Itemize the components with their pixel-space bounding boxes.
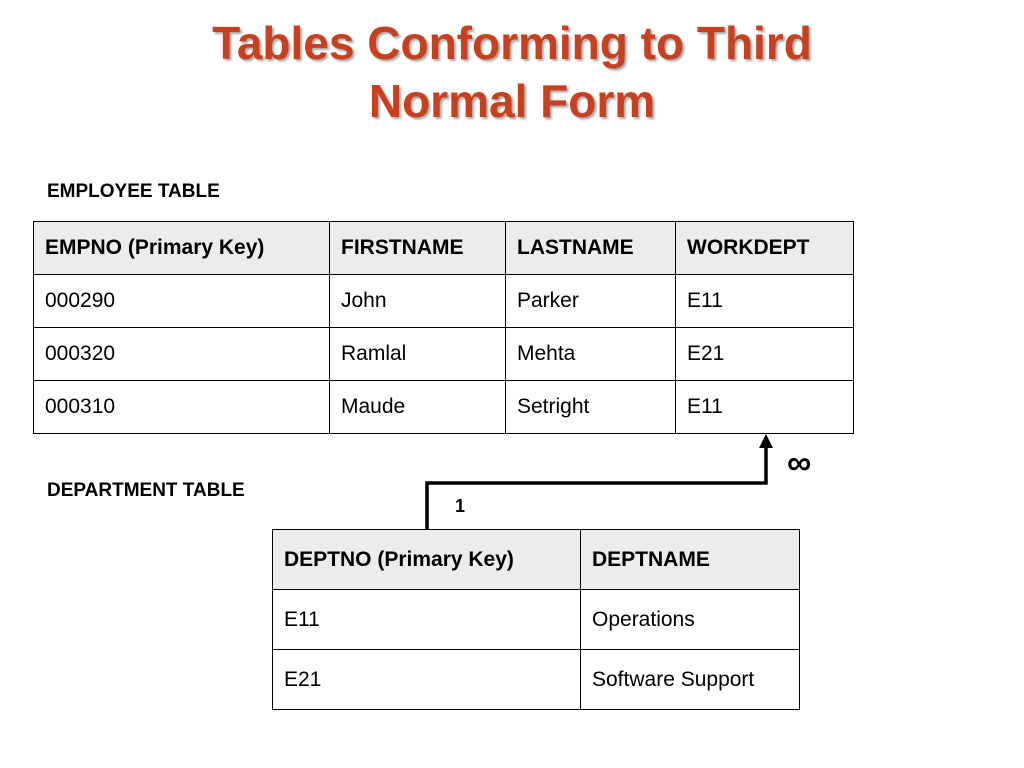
department-table-label: DEPARTMENT TABLE [47, 480, 245, 501]
deptname-cell: Operations [581, 590, 800, 650]
workdept-cell: E11 [676, 275, 854, 328]
employee-table-label: EMPLOYEE TABLE [47, 181, 220, 202]
department-table [272, 529, 800, 710]
deptname-cell: Software Support [581, 650, 800, 710]
workdept-cell: E21 [676, 328, 854, 381]
employee-header-firstname: FIRSTNAME [330, 222, 506, 275]
deptno-cell: E11 [273, 590, 581, 650]
deptno-cell: E21 [273, 650, 581, 710]
department-header-deptno: DEPTNO (Primary Key) [273, 530, 581, 590]
lastname-cell: Setright [506, 381, 676, 434]
lastname-cell: Parker [506, 275, 676, 328]
empno-cell: 000290 [34, 275, 330, 328]
table-row [273, 590, 800, 650]
workdept-cell: E11 [676, 381, 854, 434]
empno-cell: 000310 [34, 381, 330, 434]
cardinality-one-label: 1 [455, 496, 466, 516]
department-header-deptname: DEPTNAME [581, 530, 800, 590]
employee-header-empno: EMPNO (Primary Key) [34, 222, 330, 275]
connector-line [427, 446, 766, 529]
firstname-cell: John [330, 275, 506, 328]
title-line-2: Normal Form [368, 75, 656, 127]
lastname-cell: Mehta [506, 328, 676, 381]
cardinality-many-label: ∞ [787, 444, 812, 482]
employee-header-workdept: WORKDEPT [676, 222, 854, 275]
empno-cell: 000320 [34, 328, 330, 381]
title-line-1: Tables Conforming to Third [212, 17, 812, 69]
connector-arrowhead [759, 434, 773, 448]
firstname-cell: Maude [330, 381, 506, 434]
employee-header-lastname: LASTNAME [506, 222, 676, 275]
firstname-cell: Ramlal [330, 328, 506, 381]
department-header-row [273, 530, 800, 590]
table-row [273, 650, 800, 710]
